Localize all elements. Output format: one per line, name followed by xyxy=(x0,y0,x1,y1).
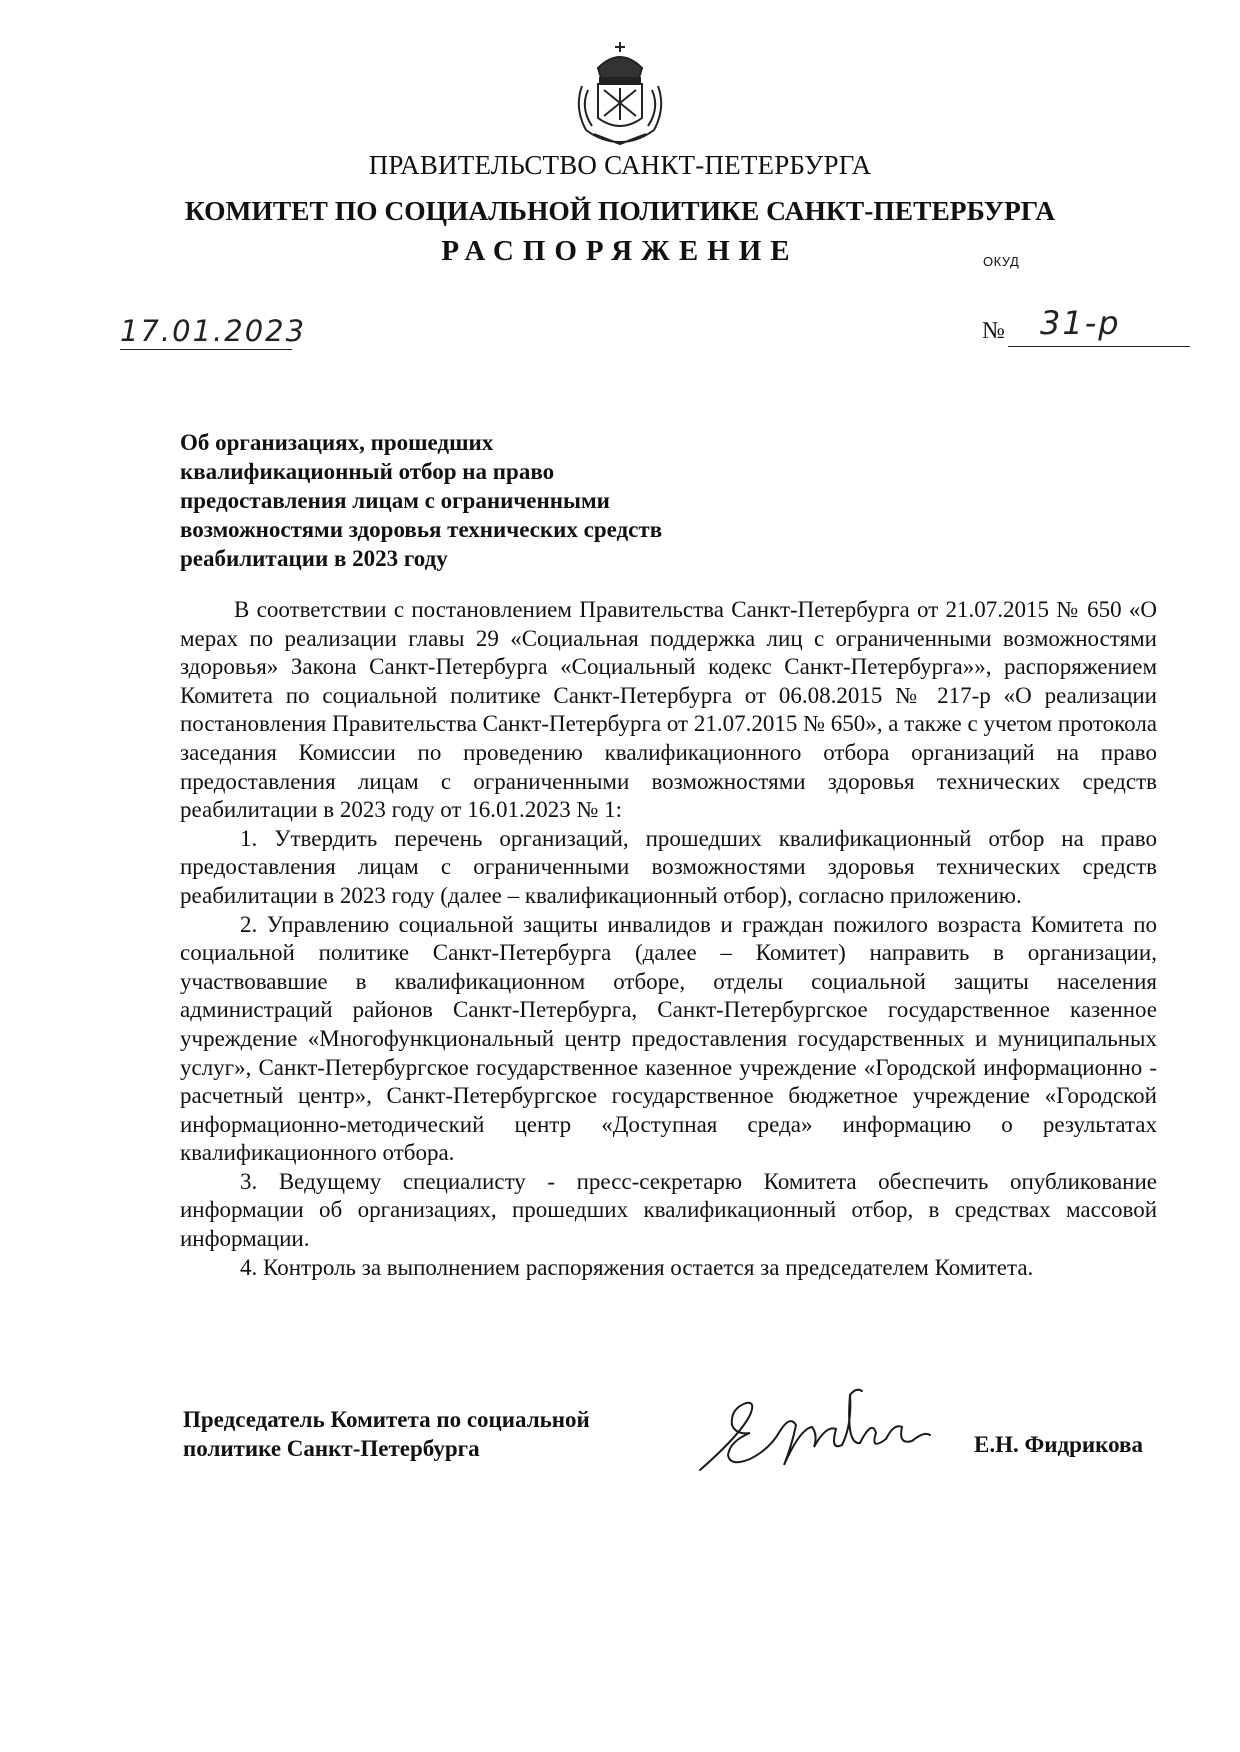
clause-3: 3. Ведущему специалисту - пресс-секретарю Комитета обеспечить опубликование информации об организациях, прошедших квалификационный отбор, в средствах массовой информации. xyxy=(180,1168,1157,1252)
government-name: ПРАВИТЕЛЬСТВО САНКТ-ПЕТЕРБУРГА xyxy=(368,150,872,180)
clause-1: 1. Утвердить перечень организаций, прошедших квалификационный отбор на право предоставления лицам с ограниченными возможностями здоровья технических средств реабилитации в 2023 году (далее – квалификационный отбор), согласно приложению. xyxy=(180,825,1157,908)
handwritten-signature-icon xyxy=(680,1375,955,1490)
clause-4: 4. Контроль за выполнением распоряжения остается за председателем Комитета. xyxy=(240,1254,1034,1280)
signatory-name: Е.Н. Фидрикова xyxy=(974,1432,1143,1457)
spb-coat-of-arms-icon xyxy=(566,38,674,148)
document-date: 17.01.2023 xyxy=(120,314,307,348)
clause-2: 2. Управлению социальной защиты инвалидов и граждан пожилого возраста Комитета по социальной политике Санкт-Петербурга (далее – Комитет) направить в организации, участвовавшие в квалификационном отборе, отделы социальной защиты населения администраций районов Санкт-Петербурга, Санкт-Петербургское государственное казенное учреждение «Многофункциональный центр предоставления государственных и муниципальных услуг», Санкт-Петербургское государственное казенное учреждение «Городской информационно - расчетный центр», Санкт-Петербургское государственное бюджетное учреждение «Городской информационно-методический центр «Доступная среда» информацию о результатах квалификационного отбора. xyxy=(180,911,1157,1166)
number-underline xyxy=(1008,346,1190,347)
committee-name: КОМИТЕТ ПО СОЦИАЛЬНОЙ ПОЛИТИКЕ САНКТ-ПЕТЕРБУРГА xyxy=(184,195,1056,226)
number-label: № xyxy=(982,318,1005,344)
document-body xyxy=(180,596,1157,1282)
signatory-title: Председатель Комитета по социальной политике Санкт-Петербурга xyxy=(183,1407,590,1461)
document-subject: Об организациях, прошедших квалификационный отбор на право предоставления лицам с ограниченными возможностями здоровья технических средств реабилитации в 2023 году xyxy=(180,430,663,571)
body-intro: В соответствии с постановлением Правительства Санкт-Петербурга от 21.07.2015 № 650 «О мерах по реализации главы 29 «Социальная поддержка лиц с ограниченными возможностями здоровья» Закона Санкт-Петербурга «Социальный кодекс Санкт-Петербурга»», распоряжением Комитета по социальной политике Санкт-Петербурга от 06.08.2015 № 217-р «О реализации постановления Правительства Санкт-Петербурга от 21.07.2015 № 650», а также с учетом протокола заседания Комиссии по проведению квалификационного отбора организаций на право предоставления лицам с ограниченными возможностями здоровья технических средств реабилитации в 2023 году от 16.01.2023 № 1: xyxy=(180,597,1158,823)
document-number: 31-р xyxy=(1040,304,1121,342)
okud-label: ОКУД xyxy=(983,254,1020,269)
document-type: РАСПОРЯЖЕНИЕ xyxy=(441,235,799,267)
